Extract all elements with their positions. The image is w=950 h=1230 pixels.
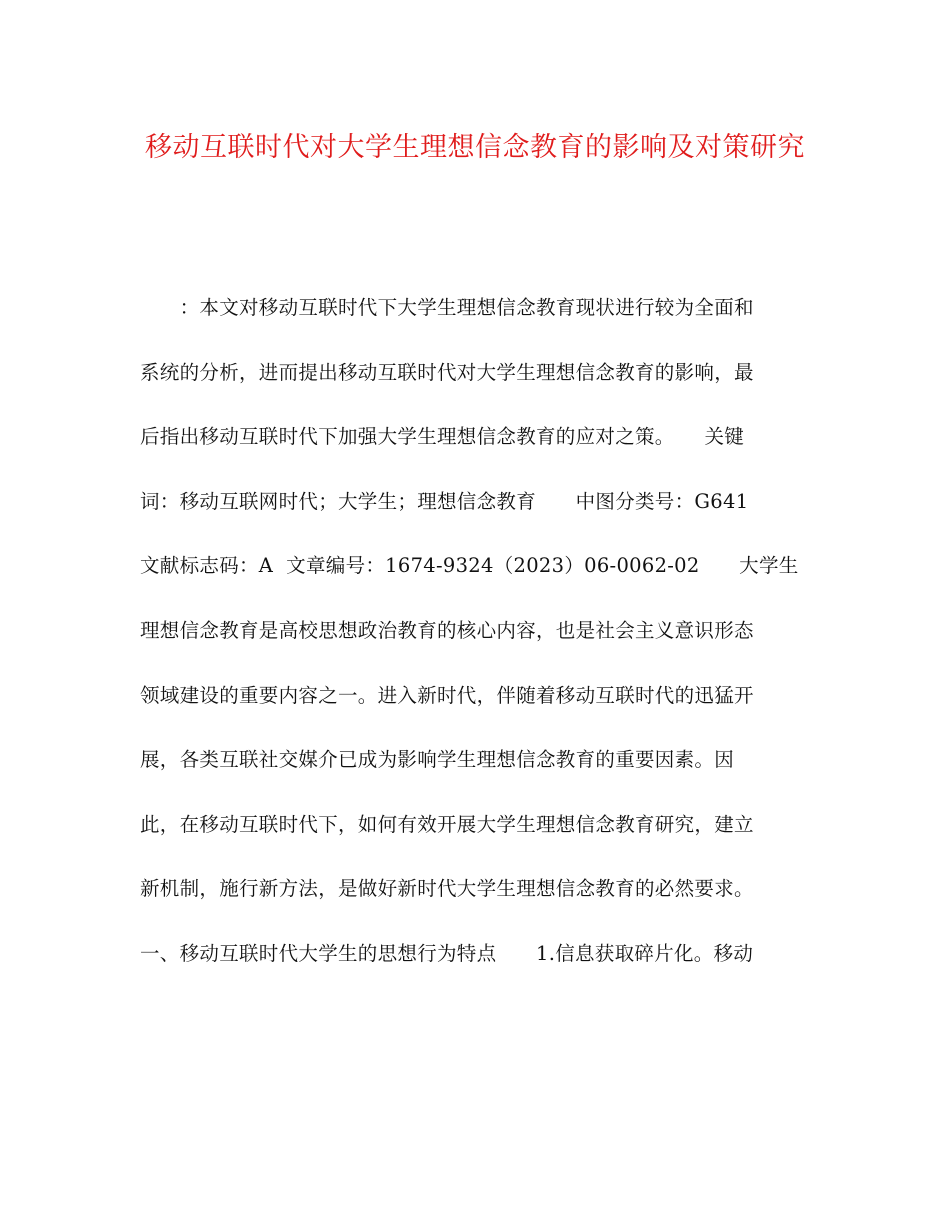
text-line: 理想信念教育是高校思想政治教育的核心内容，也是社会主义意识形态: [140, 618, 754, 642]
text-line: 领域建设的重要内容之一。进入新时代，伴随着移动互联时代的迅猛开: [140, 683, 754, 707]
text-line: 后指出移动互联时代下加强大学生理想信念教育的应对之策。 关键: [140, 425, 745, 449]
page-title: 移动互联时代对大学生理想信念教育的影响及对策研究: [145, 132, 805, 163]
text-line: 系统的分析，进而提出移动互联时代对大学生理想信念教育的影响，最: [140, 360, 754, 384]
text-line: ：本文对移动互联时代下大学生理想信念教育现状进行较为全面和: [140, 296, 754, 319]
text-line: 文献标志码：A 文章编号：1674-9324（2023）06-0062-02 大学生: [140, 554, 799, 578]
body-text: [140, 288, 820, 999]
text-line: 此，在移动互联时代下，如何有效开展大学生理想信念教育研究，建立: [140, 812, 754, 836]
text-line: 词：移动互联网时代；大学生；理想信念教育 中图分类号：G641: [140, 489, 749, 513]
text-line: 展，各类互联社交媒介已成为影响学生理想信念教育的重要因素。因: [140, 748, 735, 772]
text-line: 新机制，施行新方法，是做好新时代大学生理想信念教育的必然要求。: [140, 877, 754, 901]
text-line: 一、移动互联时代大学生的思想行为特点 1.信息获取碎片化。移动: [140, 941, 754, 965]
